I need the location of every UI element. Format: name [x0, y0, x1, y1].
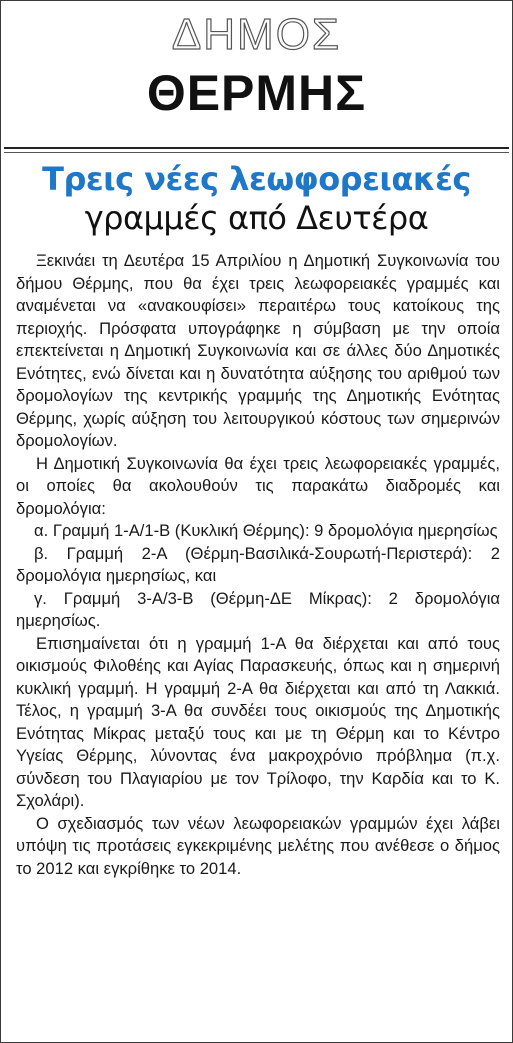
section-masthead: ΘΕΡΜΗΣ: [146, 65, 367, 121]
paragraph-routes-intro: Η Δημοτική Συγκοινωνία θα έχει τρεις λεωφορειακές γραμμές, οι οποίες θα ακολουθούν τις παρακάτω διαδρομές και δρομολόγια:: [16, 453, 500, 518]
route-item-a: α. Γραμμή 1-Α/1-Β (Κυκλική Θέρμης): 9 δρομολόγια ημερησίως: [34, 521, 498, 540]
paragraph-intro: Ξεκινάει τη Δευτέρα 15 Απριλίου η Δημοτική Συγκοινωνία του δήμου Θέρμης, που θα έχει τρεις λεωφορειακές γραμμές και αναμένεται να «ανακουφίσει» περαιτέρω τους κατοίκους της περιοχής. Πρόσφατα υπογράφηκε η σύμβαση με την οποία επεκτείνεται η Δημοτική Συγκοινωνία και σε άλλες δύο Δημοτικές Ενότητες, ενώ δίνεται και η δυνατότητα αύξησης του αριθμού των δρομολογίων της κεντρικής γραμμής της Δημοτικής Ενότητας Θέρμης, χωρίς αύξηση του λειτουργικού κόστους των σημερινών δρομολογίων.: [16, 251, 500, 450]
article-body: [16, 250, 500, 880]
paragraph-details: Επισημαίνεται ότι η γραμμή 1-Α θα διέρχεται και από τους οικισμούς Φιλοθέης και Αγίας Παρασκευής, όπως και η σημερινή κυκλική γραμμή. Η γραμμή 2-Α θα διέρχεται και από τη Λακκιά. Τέλος, η γραμμή 3-Α θα συνδέει τους οικισμούς της Δημοτικής Ενότητας Μίκρας μεταξύ τους και με τη Θέρμη και το Κέντρο Υγείας Θέρμης, λύνοντας ένα μακροχρόνιο πρόβλημα (π.χ. σύνδεση του Πλαγιαρίου με τον Τρίλοφο, την Καρδία και το Κ. Σχολάρι).: [16, 633, 500, 810]
header-divider: [4, 147, 509, 149]
route-item-c: γ. Γραμμή 3-Α/3-Β (Θέρμη-ΔΕ Μίκρας): 2 δρομολόγια ημερησίως.: [16, 588, 500, 630]
route-item-b: β. Γραμμή 2-Α (Θέρμη-Βασιλικά-Σουρωτή-Περιστερά): 2 δρομολόγια ημερησίως, και: [16, 543, 500, 585]
header-divider-thin: [4, 152, 509, 153]
section-kicker: ΔΗΜΟΣ: [171, 10, 342, 59]
headline-line-1: Τρεις νέες λεωφορειακές: [42, 160, 471, 198]
paragraph-planning: Ο σχεδιασμός των νέων λεωφορειακών γραμμών έχει λάβει υπόψη τις προτάσεις εγκεκριμένης μελέτης που ανέθεσε ο δήμος το 2012 και εγκρίθηκε το 2014.: [16, 813, 500, 878]
headline-line-2: γραμμές από Δευτέρα: [84, 199, 429, 237]
